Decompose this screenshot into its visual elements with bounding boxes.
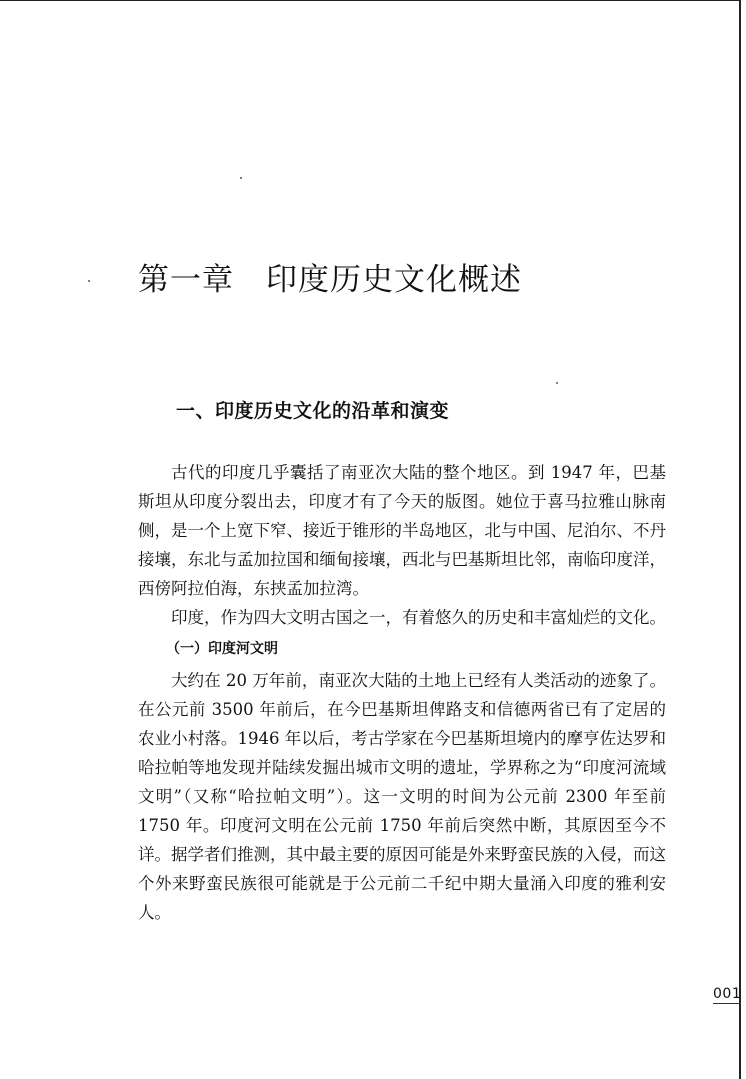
body-text	[138, 458, 666, 928]
scan-speck	[88, 280, 90, 282]
page-number: 001	[713, 986, 742, 1002]
paragraph-civilization: 印度，作为四大文明古国之一，有着悠久的历史和丰富灿烂的文化。	[171, 608, 666, 628]
scan-speck	[556, 382, 558, 384]
paragraph-indus-civilization: 大约在 20 万年前，南亚次大陆的土地上已经有人类活动的迹象了。在公元前 3500 年前后，在今巴基斯坦俾路支和信德两省已有了定居的农业小村落。1946 年以后，考古学家在今巴基斯坦境内的摩亨佐达罗和哈拉帕等地发现并陆续发掘出城市文明的遗址，学界称之为“印度河流域文明”（又称“哈拉帕文明”）。这一文明的时间为公元前 2300 年至前 1750 年。印度河文明在公元前 1750 年前后突然中断，其原因至今不详。据学者们推测，其中最主要的原因可能是外来野蛮民族的入侵，而这个外来野蛮民族很可能就是于公元前二千纪中期大量涌入印度的雅利安人。	[138, 670, 666, 923]
subsection-heading: （一）印度河文明	[166, 640, 278, 657]
paragraph-geography: 古代的印度几乎囊括了南亚次大陆的整个地区。到 1947 年，巴基斯坦从印度分裂出去，印度才有了今天的版图。她位于喜马拉雅山脉南侧，是一个上宽下窄、接近于锥形的半岛地区，北与中国、尼泊尔、不丹接壤，东北与孟加拉国和缅甸接壤，西北与巴基斯坦比邻，南临印度洋，西傍阿拉伯海，东挟孟加拉湾。	[138, 463, 666, 599]
section-heading: 一、印度历史文化的沿革和演变	[176, 400, 450, 422]
page-border-right	[739, 0, 741, 1079]
chapter-title: 第一章 印度历史文化概述	[138, 262, 522, 298]
scan-speck	[240, 177, 242, 179]
page-border-top	[0, 0, 740, 1]
